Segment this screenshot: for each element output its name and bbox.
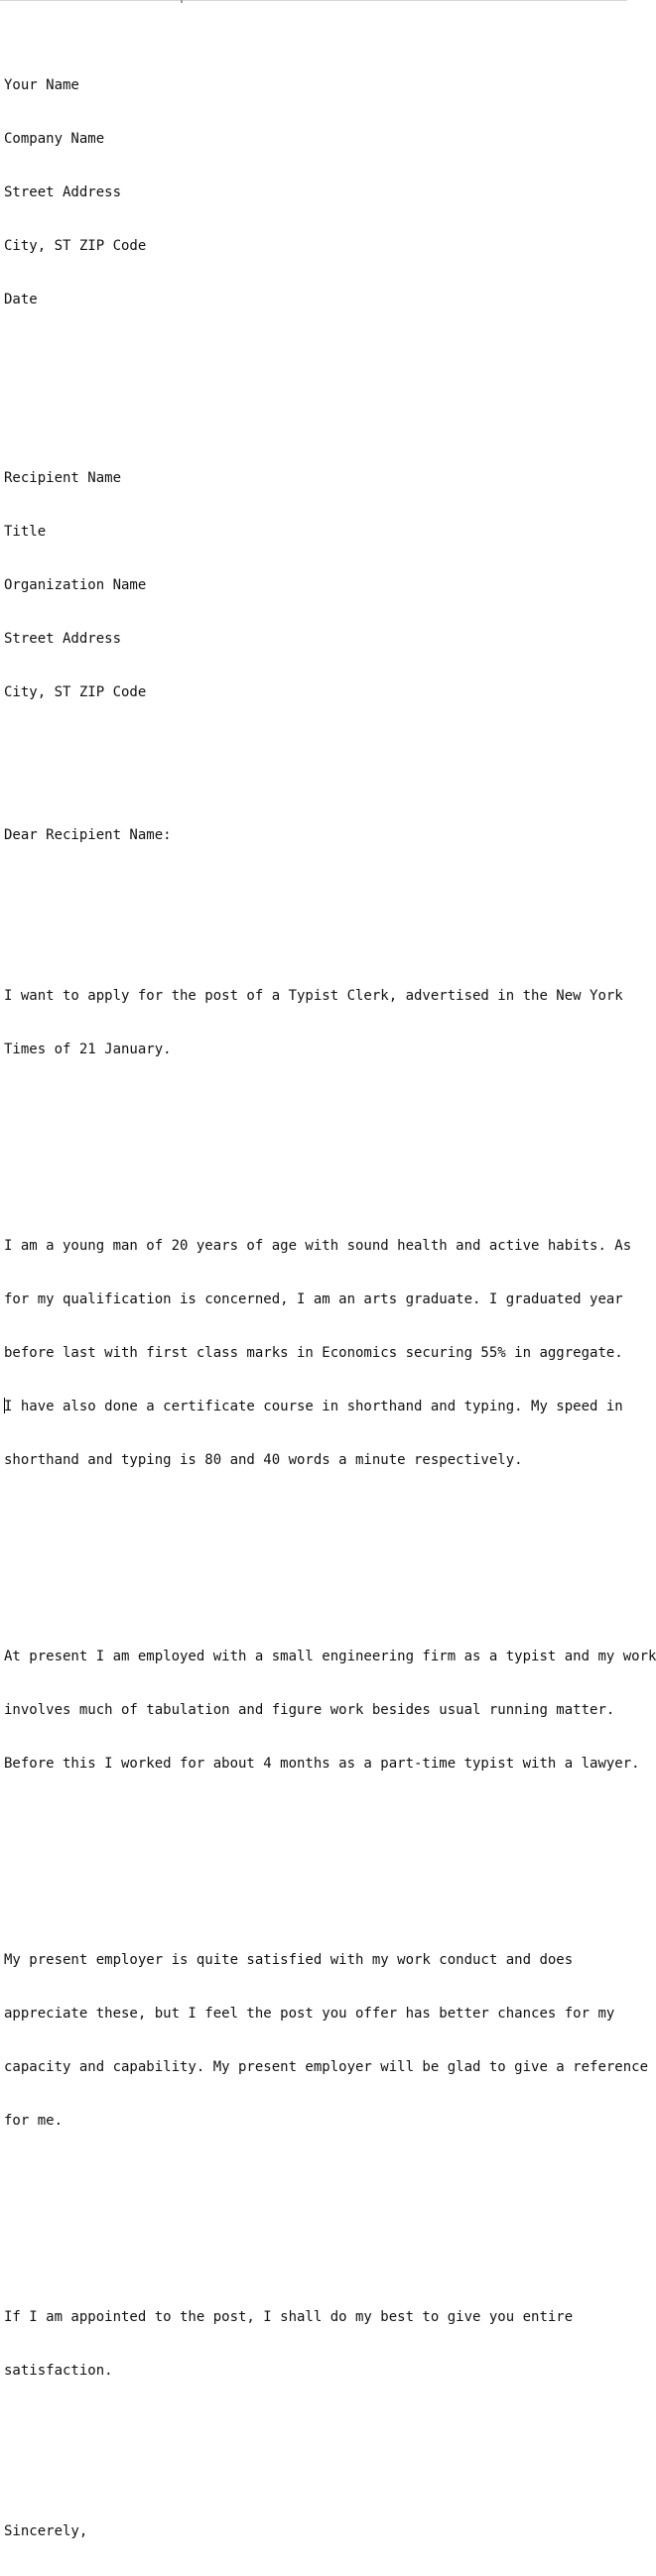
recipient-title: Title (4, 524, 47, 540)
paragraph-3 (4, 1612, 656, 1808)
blank-line (4, 380, 627, 398)
paragraph-line: My present employer is quite satisfied with my work conduct and does (4, 1952, 574, 1968)
paragraph-4 (4, 1915, 649, 2165)
letter-document[interactable] (4, 5, 656, 2576)
paragraph-line: I want to apply for the post of a Typist Clerk, advertised in the New York (4, 988, 623, 1004)
paragraph-1 (4, 951, 627, 1094)
paragraph-5 (4, 2272, 627, 2415)
blank-line (4, 773, 627, 791)
paragraph-line: appreciate these, but I feel the post you offer has better chances for my (4, 2006, 615, 2022)
paragraph-2 (4, 1201, 632, 1505)
paragraph-line-with-caret (4, 1398, 627, 1415)
sender-company: Company Name (4, 131, 105, 147)
sender-street: Street Address (4, 184, 122, 200)
recipient-name: Recipient Name (4, 470, 122, 486)
paragraph-line: Times of 21 January. (4, 1042, 172, 1057)
paragraph-line: capacity and capability. My present employer will be glad to give a reference (4, 2059, 649, 2075)
blank-line (4, 2201, 627, 2219)
paragraph-line-text: I have also done a certificate course in shorthand and typing. My speed in (4, 1399, 623, 1414)
blank-line (4, 1130, 627, 1148)
blank-line (4, 880, 627, 898)
paragraph-line: At present I am employed with a small engineering firm as a typist and my work (4, 1649, 656, 1664)
window-edge-marker (181, 0, 183, 3)
closing: Sincerely, (4, 2523, 88, 2539)
paragraph-line: shorthand and typing is 80 and 40 words a minute respectively. (4, 1452, 523, 1468)
paragraph-line: for my qualification is concerned, I am an arts graduate. I graduated year (4, 1291, 623, 1307)
paragraph-line: I am a young man of 20 years of age with sound health and active habits. As (4, 1238, 632, 1254)
blank-line (4, 2451, 627, 2469)
blank-line (4, 1844, 627, 1862)
paragraph-line: for me. (4, 2113, 64, 2129)
paragraph-line: If I am appointed to the post, I shall do my best to give you entire (4, 2309, 574, 2325)
paragraph-line: Before this I worked for about 4 months as a part-time typist with a lawyer. (4, 1756, 640, 1772)
blank-line (4, 1540, 627, 1558)
recipient-organization: Organization Name (4, 577, 147, 593)
sender-city: City, ST ZIP Code (4, 238, 147, 254)
paragraph-line: satisfaction. (4, 2363, 113, 2379)
sender-block (4, 41, 627, 344)
paragraph-line: before last with first class marks in Economics securing 55% in aggregate. (4, 1345, 623, 1361)
recipient-city: City, ST ZIP Code (4, 684, 147, 700)
recipient-block (4, 433, 627, 737)
recipient-street: Street Address (4, 631, 122, 647)
salutation: Dear Recipient Name: (4, 827, 172, 843)
sender-date: Date (4, 292, 38, 307)
paragraph-line: involves much of tabulation and figure work besides usual running matter. (4, 1702, 615, 1718)
sender-name: Your Name (4, 77, 79, 93)
